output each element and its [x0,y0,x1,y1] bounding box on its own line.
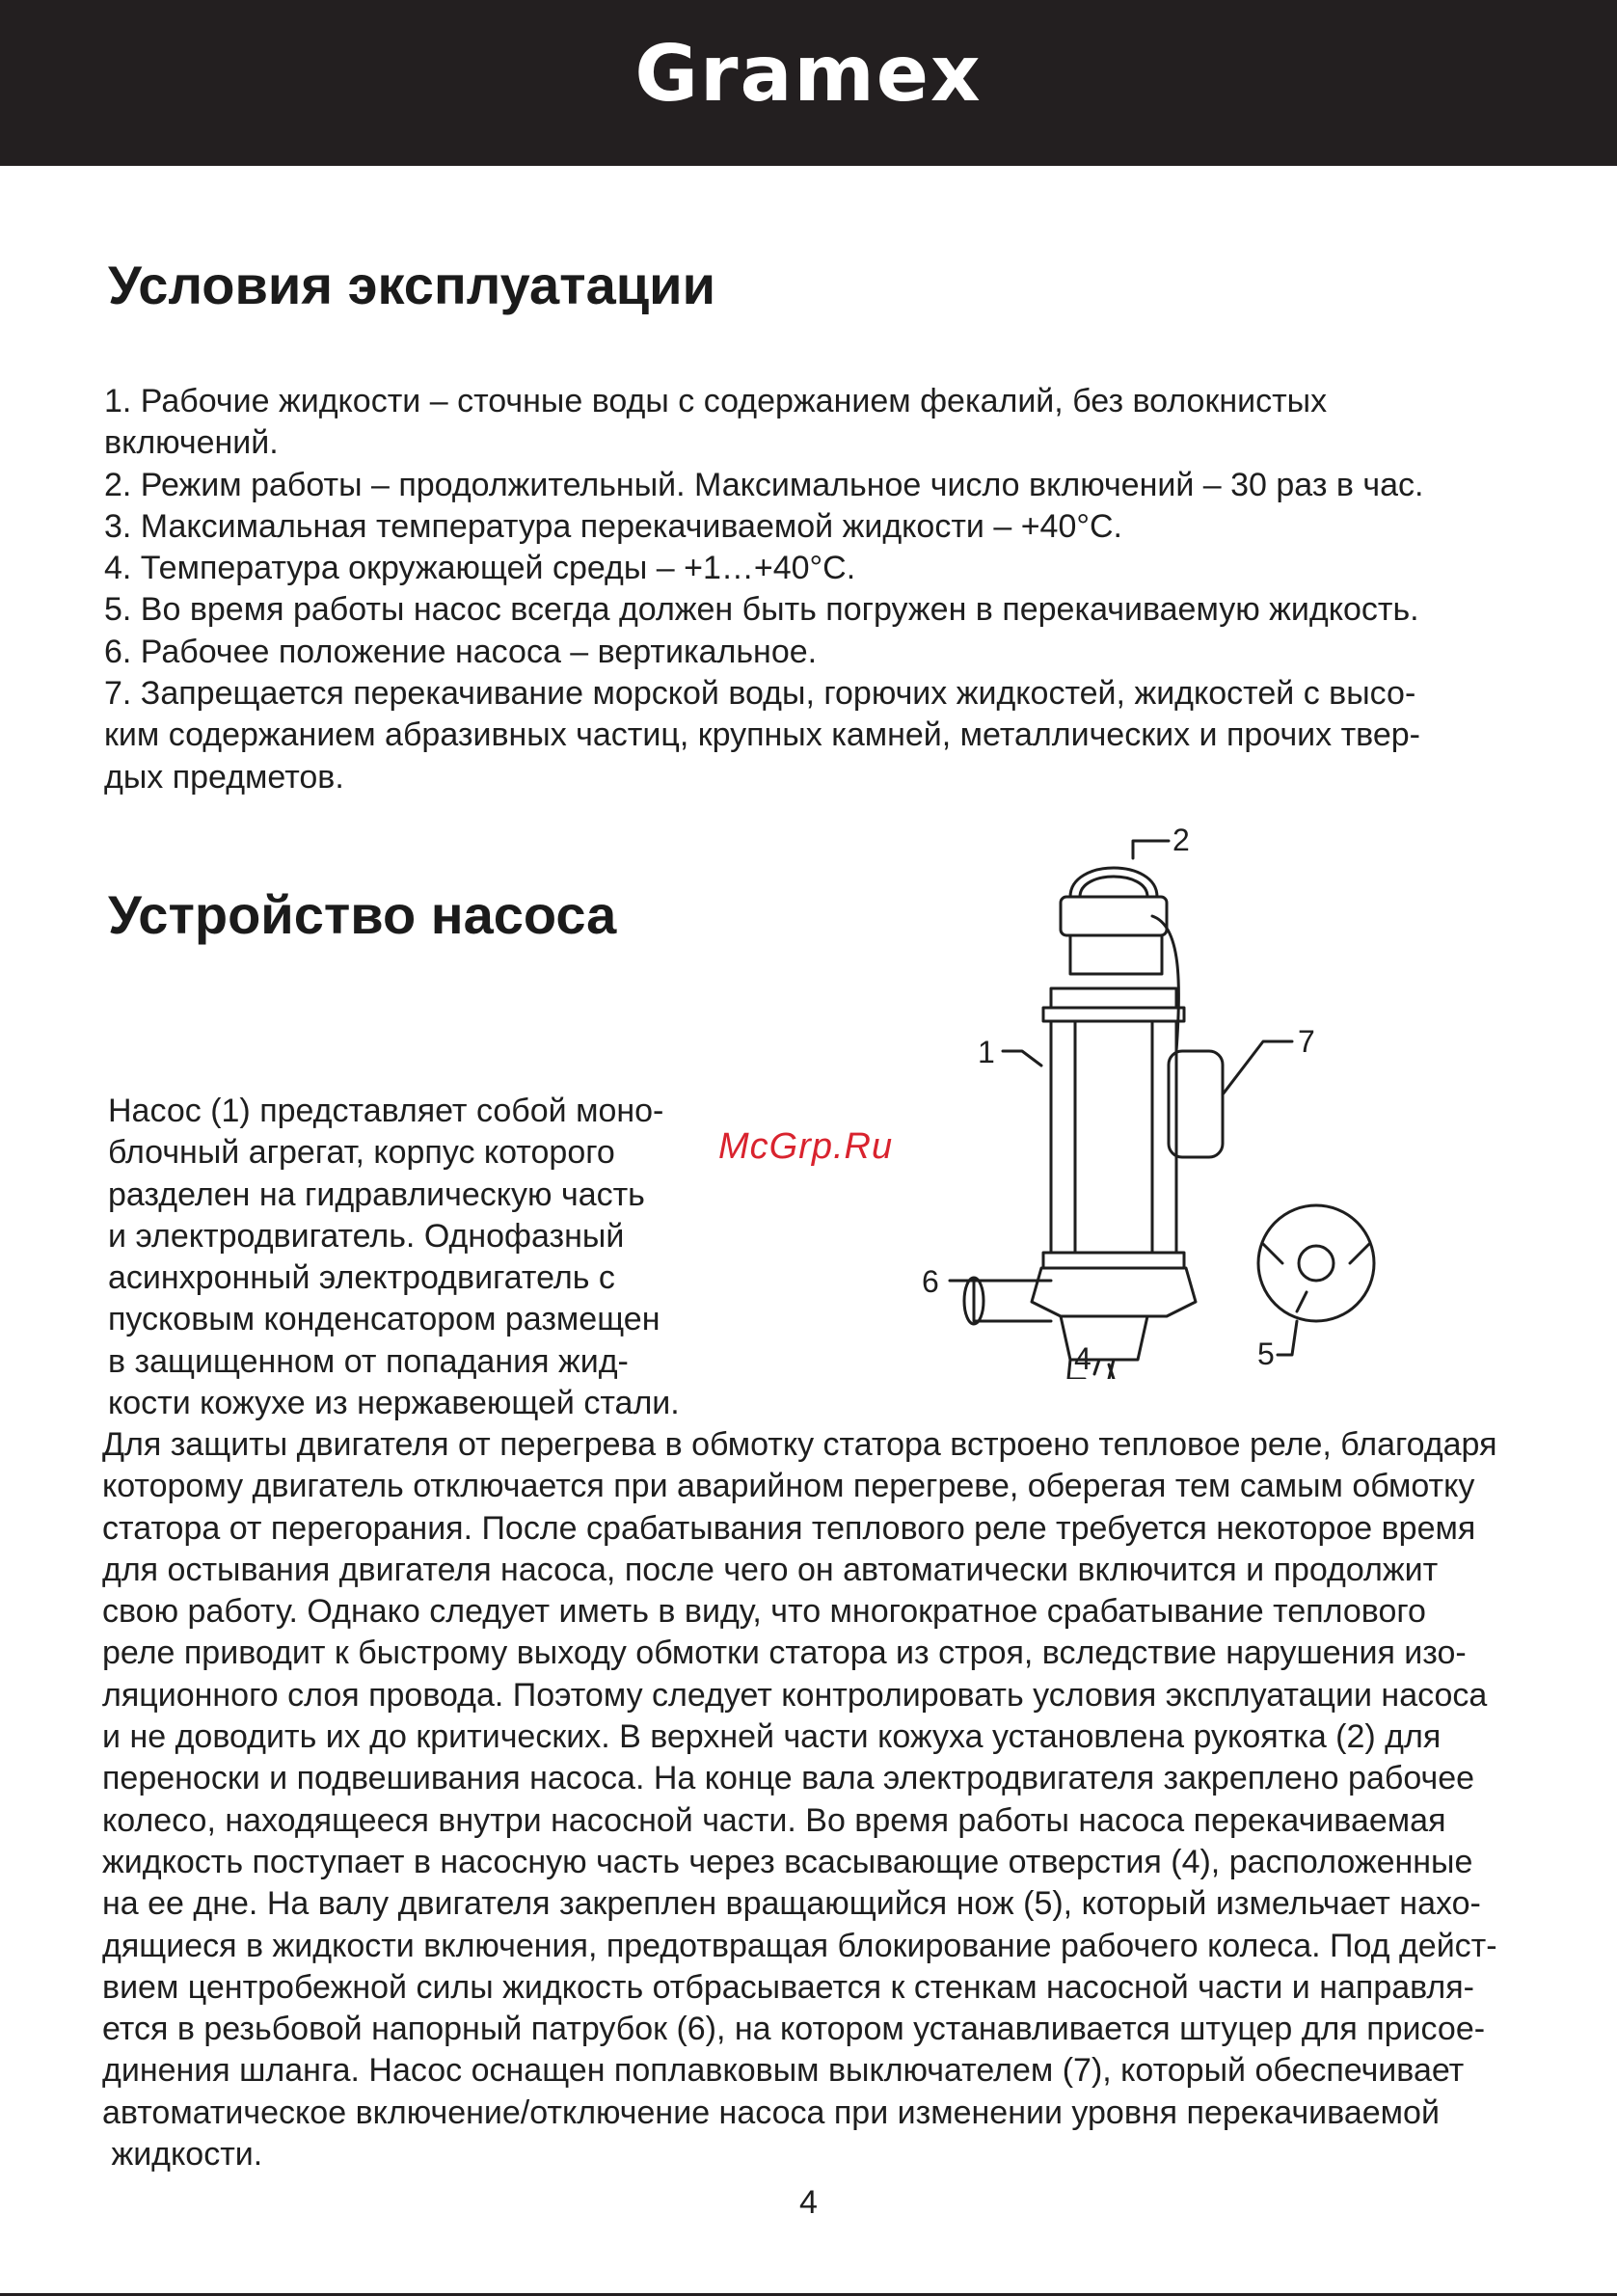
pump-handle [1070,868,1157,897]
section-title-operating-conditions: Условия эксплуатации [108,255,715,315]
paragraph-line: дящиеся в жидкости включения, предотвращая блокирование рабочего колеса. Под дейст- [102,1927,1497,1964]
paragraph-line: ется в резьбовой напорный патрубок (6), на котором устанавливается штуцер для присое- [102,2011,1486,2048]
paragraph-line: и не доводить их до критических. В верхней части кожуха установлена рукоятка (2) для [102,1718,1442,1756]
paragraph-line: на ее дне. На валу двигателя закреплен вращающийся нож (5), который измельчает нахо- [102,1885,1481,1923]
watermark: McGrp.Ru [718,1126,894,1167]
paragraph-line: динения шланга. Насос оснащен поплавковым выключателем (7), который обеспечивает [102,2052,1465,2090]
paragraph-line: блочный агрегат, корпус которого [108,1134,615,1172]
paragraph-line: в защищенном от попадания жид- [108,1342,629,1380]
paragraph-line: свою работу. Однако следует иметь в виду, что многократное срабатывание теплового [102,1593,1426,1631]
paragraph-line: разделен на гидравлическую часть [108,1175,645,1213]
diagram-label-5: 5 [1257,1337,1275,1371]
diagram-label-1: 1 [978,1035,995,1069]
list-line: 3. Максимальная температура перекачиваемой жидкости – +40°С. [104,507,1122,545]
paragraph-line: Для защиты двигателя от перегрева в обмотку статора встроено тепловое реле, благодаря [102,1426,1497,1463]
page-number: 4 [799,2184,818,2221]
paragraph-line: колесо, находящееся внутри насосной части. Во время работы насоса перекачиваемая [102,1801,1446,1839]
diagram-label-6: 6 [922,1264,939,1299]
paragraph-line: асинхронный электродвигатель с [108,1259,615,1297]
paragraph-line: жидкость поступает в насосную часть через всасывающие отверстия (4), расположенные [102,1843,1473,1880]
paragraph-line: статора от перегорания. После срабатывания теплового реле требуется некоторое время [102,1509,1476,1547]
paragraph-line: Насос (1) представляет собой моно- [108,1093,664,1129]
cutter-knife [1258,1205,1374,1321]
brand-logo: Gramex [634,29,983,119]
paragraph-line: кости кожухе из нержавеющей стали. [108,1385,680,1422]
list-line: дых предметов. [104,758,344,796]
paragraph-line: ляционного слоя провода. Поэтому следует контролировать условия эксплуатации насоса [102,1676,1488,1714]
paragraph-line: и электродвигатель. Однофазный [108,1217,625,1255]
diagram-label-7: 7 [1298,1024,1315,1059]
paragraph-line: для остывания двигателя насоса, после чего он автоматически включится и продолжит [102,1551,1439,1588]
pump-motor-housing [1051,988,1176,1008]
list-line: 6. Рабочее положение насоса – вертикальное. [104,633,818,670]
paragraph-line: жидкости. [102,2136,263,2174]
pump-diagram [916,820,1456,1379]
pump-intro-paragraph [108,1091,680,1424]
list-line: ким содержанием абразивных частиц, крупных камней, металлических и прочих твер- [104,716,1420,754]
list-line: 2. Режим работы – продолжительный. Максимальное число включений – 30 раз в час. [104,466,1424,503]
list-line: 1. Рабочие жидкости – сточные воды с содержанием фекалий, без волокнистых [104,383,1328,419]
pump-body-paragraph [102,1424,1497,2175]
list-line: 7. Запрещается перекачивание морской воды, горючих жидкостей, жидкостей с высо- [104,675,1416,713]
discharge-pipe [974,1281,1051,1321]
paragraph-line: автоматическое включение/отключение насоса при изменении уровня перекачиваемой [102,2093,1440,2131]
diagram-label-2: 2 [1172,823,1190,857]
diagram-label-4: 4 [1074,1341,1091,1376]
list-line: 5. Во время работы насос всегда должен быть погружен в перекачиваемую жидкость. [104,591,1419,629]
list-line: включений. [104,424,279,462]
paragraph-line: пусковым конденсатором размещен [108,1301,660,1338]
paragraph-line: вием центробежной силы жидкость отбрасывается к стенкам насосной части и направля- [102,1968,1475,2006]
section-title-pump-design: Устройство насоса [108,884,617,945]
paragraph-line: переноски и подвешивания насоса. На конце вала электродвигателя закреплено рабочее [102,1760,1475,1797]
list-line: 4. Температура окружающей среды – +1…+40°С. [104,550,856,587]
pump-base [1032,1268,1196,1316]
paragraph-line: которому двигатель отключается при аварийном перегреве, оберегая тем самым обмотку [102,1468,1475,1505]
operating-conditions-list [104,381,1423,798]
header-bar [0,0,1617,166]
paragraph-line: реле приводит к быстрому выходу обмотки статора из строя, вследствие нарушения изо- [102,1634,1467,1672]
